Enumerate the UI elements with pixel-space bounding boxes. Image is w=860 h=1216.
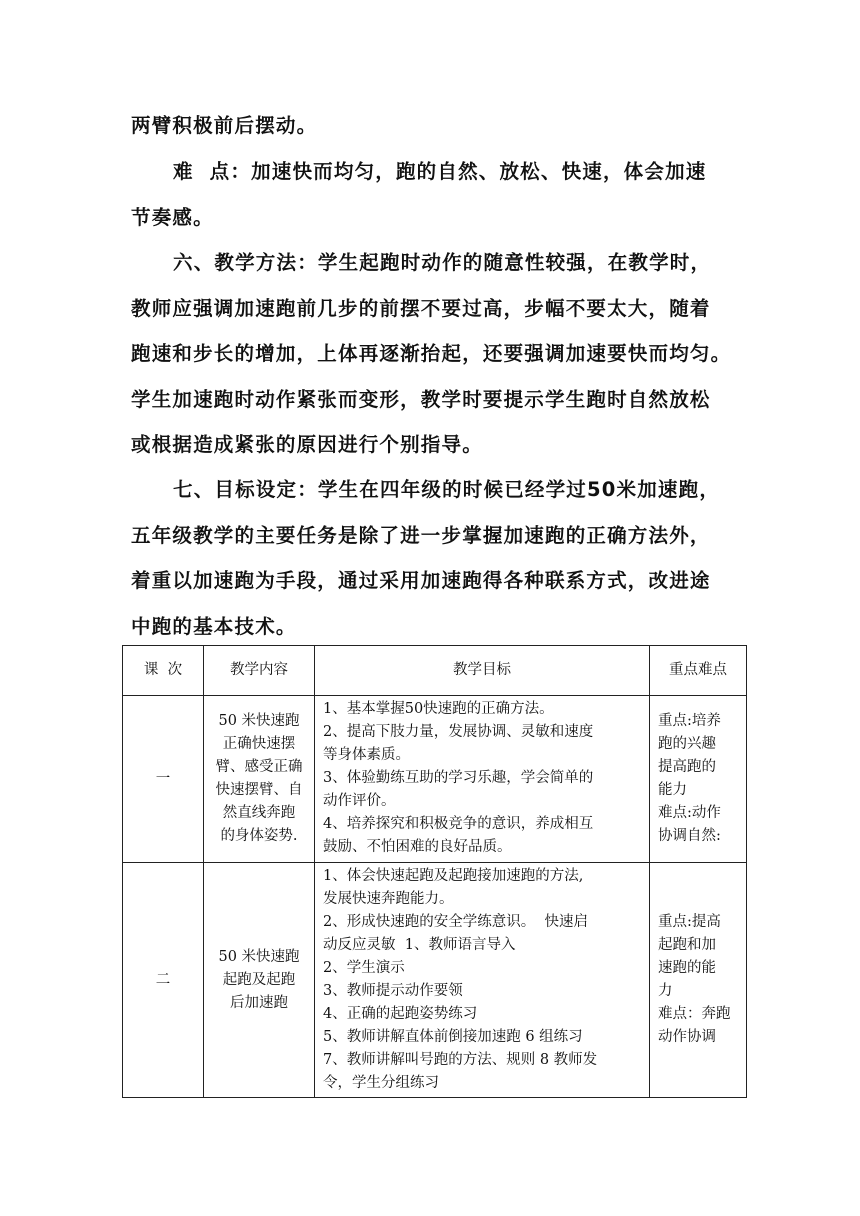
- goal-line: 4、培养探究和积极竞争的意识，养成相互: [323, 816, 594, 832]
- table-row: [123, 696, 747, 863]
- goal-line: 3、教师提示动作要领: [323, 983, 463, 999]
- goals-cell: [315, 863, 650, 1098]
- content-line: 臂、感受正确: [215, 759, 303, 775]
- goal-line: 5、教师讲解直体前倒接加速跑 6 组练习: [323, 1029, 583, 1045]
- content-line: 50 米快速跑: [218, 713, 300, 729]
- text-line: 七、目标设定：学生在四年级的时候已经学过50米加速跑，: [173, 478, 721, 501]
- content-line: 快速摆臂、自: [215, 782, 303, 798]
- key-line: 速跑的能: [658, 960, 716, 976]
- goal-line: 等身体素质。: [323, 747, 410, 763]
- content-line: 50 米快速跑: [218, 948, 300, 965]
- content-line: 正确快速摆: [222, 736, 296, 752]
- goal-line: 2、形成快速跑的安全学练意识。 快速启: [323, 914, 588, 930]
- content-cell: [204, 863, 315, 1098]
- text-line: 或根据造成紧张的原因进行个别指导。: [131, 433, 483, 456]
- key-line: 跑的兴趣: [658, 736, 716, 752]
- text-line: 节奏感。: [131, 205, 214, 229]
- key-line: 力: [658, 983, 673, 999]
- content-cell: [204, 696, 315, 863]
- header-teaching-goals: 教学目标: [315, 646, 650, 696]
- key-line: 提高跑的: [658, 759, 716, 775]
- header-lesson-number: 课 次: [123, 646, 204, 696]
- text-line: 六、教学方法：学生起跑时动作的随意性较强，在教学时，: [173, 251, 712, 274]
- goal-line: 1、体会快速起跑及起跑接加速跑的方法,: [323, 868, 584, 884]
- goal-line: 2、提高下肢力量，发展协调、灵敏和速度: [323, 724, 594, 740]
- text-line: 中跑的基本技术。: [131, 614, 297, 638]
- header-key-points: 重点难点: [650, 646, 747, 696]
- content-line: 后加速跑: [230, 994, 288, 1011]
- key-line: 起跑和加: [658, 937, 716, 953]
- key-line: 难点：奔跑: [658, 1006, 731, 1022]
- key-line: 难点:动作: [658, 805, 721, 821]
- lesson-plan-table: [122, 645, 747, 1098]
- table-row: [123, 863, 747, 1098]
- key-line: 重点:培养: [658, 713, 721, 729]
- paragraph-arm-swing: [131, 103, 731, 149]
- goal-line: 动作评价。: [323, 793, 396, 809]
- goal-line: 4、正确的起跑姿势练习: [323, 1006, 478, 1022]
- goal-line: 动反应灵敏 1、教师语言导入: [323, 937, 516, 953]
- lesson-number-cell: 一: [123, 696, 204, 863]
- table-header-row: [123, 646, 747, 696]
- text-line: 跑速和步长的增加，上体再逐渐抬起，还要强调加速要快而均匀。: [131, 342, 732, 365]
- text-line: 学生加速跑时动作紧张而变形，教学时要提示学生跑时自然放松: [131, 387, 711, 411]
- lesson-number-cell: 二: [123, 863, 204, 1098]
- key-points-cell: [650, 863, 747, 1098]
- content-line: 起跑及起跑: [222, 971, 296, 988]
- text-line: 难 点：加速快而均匀，跑的自然、放松、快速，体会加速: [173, 160, 707, 183]
- key-line: 重点:提高: [658, 914, 721, 930]
- goal-line: 3、体验勤练互助的学习乐趣，学会简单的: [323, 770, 594, 786]
- key-line: 能力: [658, 782, 687, 798]
- header-teaching-content: 教学内容: [204, 646, 315, 696]
- text-line: 着重以加速跑为手段，通过采用加速跑得各种联系方式，改进途: [131, 569, 711, 592]
- paragraph-goal-setting: [131, 467, 731, 649]
- goal-line: 令，学生分组练习: [323, 1075, 439, 1091]
- key-line: 协调自然:: [658, 828, 721, 844]
- goals-cell: [315, 696, 650, 863]
- goal-line: 2、学生演示: [323, 960, 405, 976]
- key-points-cell: [650, 696, 747, 863]
- paragraph-difficulty: [131, 149, 731, 240]
- key-line: 动作协调: [658, 1029, 716, 1045]
- paragraph-teaching-method: [131, 240, 731, 468]
- text-line: 教师应强调加速跑前几步的前摆不要过高，步幅不要太大，随着: [131, 296, 711, 320]
- text-line: 两臂积极前后摆动。: [131, 114, 318, 137]
- content-line: 然直线奔跑: [222, 805, 296, 821]
- goal-line: 鼓励、不怕困难的良好品质。: [323, 839, 512, 855]
- text-line: 五年级教学的主要任务是除了进一步掌握加速跑的正确方法外，: [131, 523, 711, 547]
- goal-line: 发展快速奔跑能力。: [323, 891, 454, 907]
- content-line: 的身体姿势.: [220, 828, 298, 844]
- goal-line: 1、基本掌握50快速跑的正确方法。: [323, 701, 554, 717]
- goal-line: 7、教师讲解叫号跑的方法、规则 8 教师发: [323, 1052, 598, 1068]
